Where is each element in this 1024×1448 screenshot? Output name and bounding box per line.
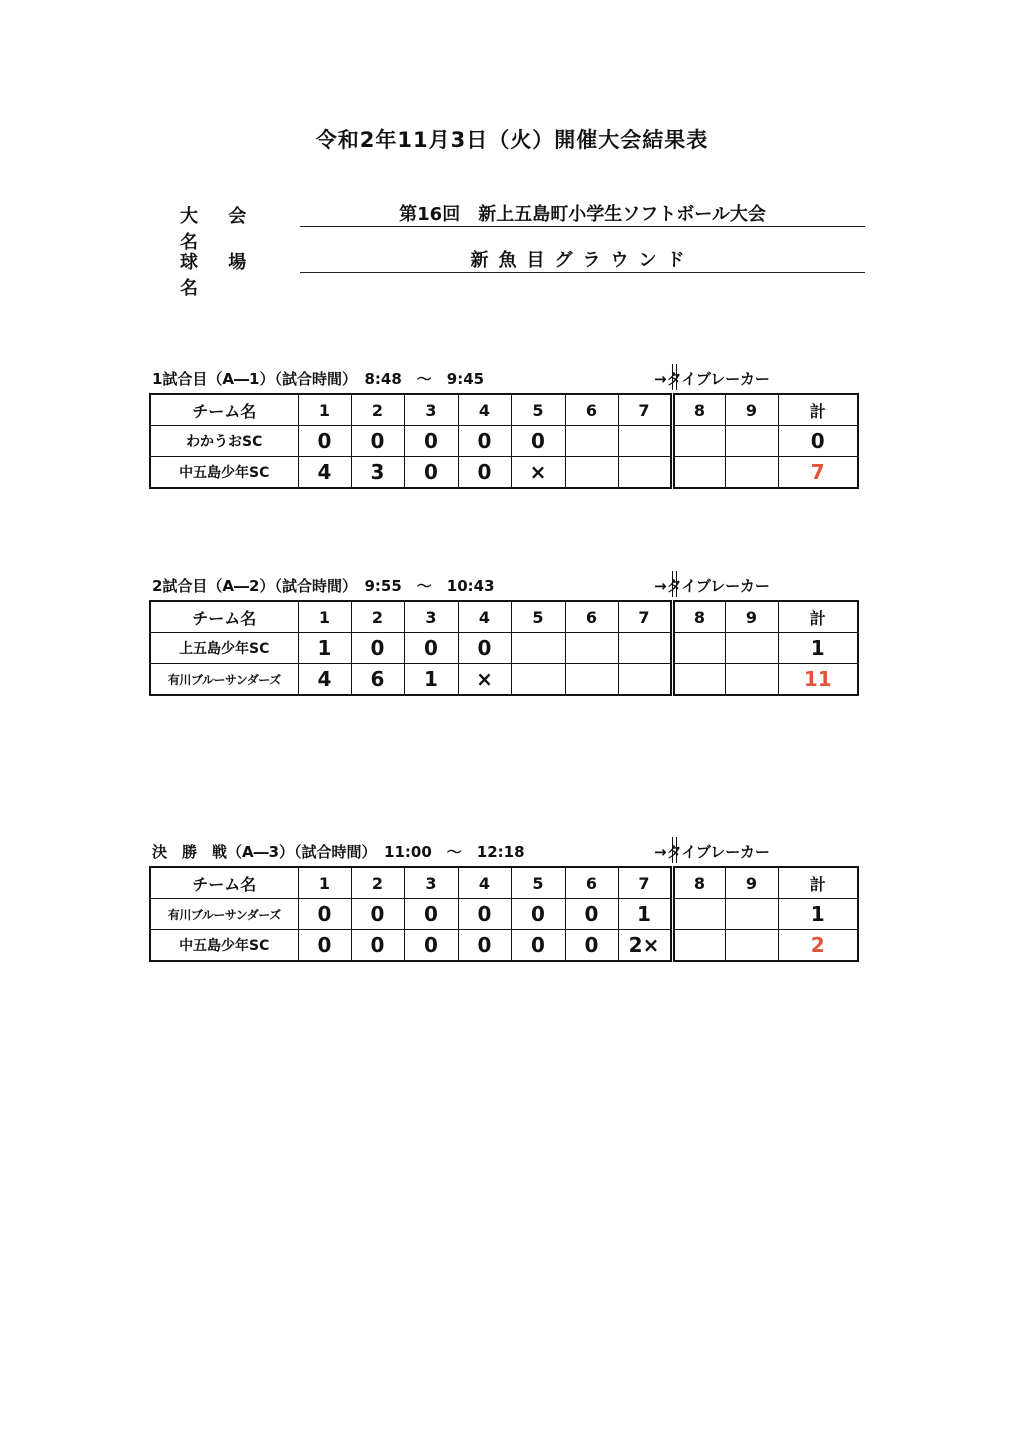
game-1-scoreboard — [149, 393, 859, 489]
inning-score: 0 — [404, 930, 458, 962]
inning-header: 6 — [565, 601, 618, 633]
inning-score: 0 — [511, 930, 565, 962]
scoreboard-header-row — [150, 601, 858, 633]
team-name: わかうおSC — [150, 426, 298, 457]
inning-score: 0 — [458, 457, 511, 489]
team-name: 有川ブルーサンダーズ — [150, 664, 298, 696]
inning-header: 9 — [725, 601, 778, 633]
inning-score: 0 — [565, 899, 618, 930]
inning-header: 3 — [404, 601, 458, 633]
inning-score: 2× — [618, 930, 672, 962]
inning-header: 4 — [458, 394, 511, 426]
team-score-row — [150, 426, 858, 457]
inning-score: 0 — [351, 899, 404, 930]
game-3-tiebreaker-label: →タイブレーカー — [654, 843, 770, 861]
inning-score: 1 — [404, 664, 458, 696]
inning-header: 8 — [672, 601, 725, 633]
inning-score: 1 — [618, 899, 672, 930]
inning-score: × — [511, 457, 565, 489]
team-total-score: 2 — [778, 930, 858, 962]
inning-score — [618, 633, 672, 664]
inning-header: 3 — [404, 394, 458, 426]
team-column-header: チーム名 — [150, 394, 298, 426]
inning-score: 3 — [351, 457, 404, 489]
inning-score — [725, 664, 778, 696]
inning-score — [618, 457, 672, 489]
inning-score: 0 — [458, 899, 511, 930]
inning-score: 0 — [351, 930, 404, 962]
inning-header: 1 — [298, 601, 351, 633]
inning-score: 0 — [458, 930, 511, 962]
game-1-tiebreaker-label: →タイブレーカー — [654, 370, 770, 388]
tiebreaker-divider-mark — [672, 571, 677, 597]
inning-score — [672, 899, 725, 930]
scoreboard-header-row — [150, 394, 858, 426]
tiebreaker-divider-mark — [672, 837, 677, 863]
team-column-header: チーム名 — [150, 601, 298, 633]
inning-header: 4 — [458, 601, 511, 633]
inning-header: 2 — [351, 394, 404, 426]
inning-score: 0 — [298, 930, 351, 962]
total-column-header: 計 — [778, 394, 858, 426]
game-3-title: 決 勝 戦（A―3）（試合時間） 11:00 ～ 12:18 — [152, 843, 525, 861]
team-total-score: 7 — [778, 457, 858, 489]
inning-header: 2 — [351, 601, 404, 633]
team-name: 上五島少年SC — [150, 633, 298, 664]
team-total-score: 0 — [778, 426, 858, 457]
team-score-row — [150, 664, 858, 696]
inning-header: 8 — [672, 394, 725, 426]
inning-score: 0 — [351, 633, 404, 664]
tiebreaker-divider-mark — [672, 364, 677, 390]
inning-score — [725, 930, 778, 962]
inning-score: 0 — [458, 633, 511, 664]
inning-score — [725, 457, 778, 489]
team-total-score: 1 — [778, 899, 858, 930]
inning-score: 0 — [511, 426, 565, 457]
inning-header: 2 — [351, 867, 404, 899]
inning-score — [672, 930, 725, 962]
inning-header: 7 — [618, 394, 672, 426]
inning-score — [672, 457, 725, 489]
inning-score: 0 — [351, 426, 404, 457]
tournament-label: 大 会 名 — [180, 206, 259, 253]
inning-score: × — [458, 664, 511, 696]
inning-header: 3 — [404, 867, 458, 899]
team-column-header: チーム名 — [150, 867, 298, 899]
inning-score — [725, 633, 778, 664]
inning-score: 1 — [298, 633, 351, 664]
page-title: 令和2年11月3日（火）開催大会結果表 — [315, 128, 709, 152]
inning-header: 5 — [511, 601, 565, 633]
inning-score — [672, 426, 725, 457]
inning-score — [511, 633, 565, 664]
inning-score — [565, 664, 618, 696]
team-score-row — [150, 457, 858, 489]
inning-header: 6 — [565, 867, 618, 899]
inning-header: 1 — [298, 394, 351, 426]
game-2-title: 2試合目（A―2）（試合時間） 9:55 ～ 10:43 — [152, 577, 495, 595]
inning-score — [672, 664, 725, 696]
game-2-tiebreaker-label: →タイブレーカー — [654, 577, 770, 595]
inning-header: 9 — [725, 394, 778, 426]
inning-score: 0 — [298, 426, 351, 457]
inning-header: 5 — [511, 867, 565, 899]
inning-score — [672, 633, 725, 664]
inning-header: 4 — [458, 867, 511, 899]
team-score-row — [150, 899, 858, 930]
inning-score — [725, 426, 778, 457]
inning-score — [725, 899, 778, 930]
inning-score: 0 — [404, 633, 458, 664]
inning-score: 6 — [351, 664, 404, 696]
inning-header: 6 — [565, 394, 618, 426]
inning-score: 4 — [298, 457, 351, 489]
tournament-name: 第16回 新上五島町小学生ソフトボール大会 — [300, 200, 865, 227]
team-total-score: 1 — [778, 633, 858, 664]
inning-header: 5 — [511, 394, 565, 426]
team-total-score: 11 — [778, 664, 858, 696]
inning-score: 0 — [404, 457, 458, 489]
inning-header: 7 — [618, 601, 672, 633]
scoreboard-header-row — [150, 867, 858, 899]
inning-score — [618, 426, 672, 457]
team-name: 中五島少年SC — [150, 457, 298, 489]
venue-label: 球 場 名 — [180, 252, 259, 299]
team-name: 有川ブルーサンダーズ — [150, 899, 298, 930]
team-name: 中五島少年SC — [150, 930, 298, 962]
inning-header: 9 — [725, 867, 778, 899]
inning-header: 1 — [298, 867, 351, 899]
game-1-title: 1試合目（A―1）（試合時間） 8:48 ～ 9:45 — [152, 370, 485, 388]
game-2-header — [152, 575, 792, 597]
inning-score — [565, 426, 618, 457]
inning-header: 7 — [618, 867, 672, 899]
inning-score: 0 — [298, 899, 351, 930]
inning-score: 0 — [511, 899, 565, 930]
team-score-row — [150, 633, 858, 664]
venue-name: 新魚目グラウンド — [300, 246, 865, 273]
inning-score — [565, 633, 618, 664]
team-score-row — [150, 930, 858, 962]
game-2-scoreboard — [149, 600, 859, 696]
inning-score: 0 — [404, 426, 458, 457]
inning-score: 4 — [298, 664, 351, 696]
inning-score: 0 — [565, 930, 618, 962]
inning-score: 0 — [458, 426, 511, 457]
total-column-header: 計 — [778, 601, 858, 633]
inning-score: 0 — [404, 899, 458, 930]
inning-score — [565, 457, 618, 489]
game-3-scoreboard — [149, 866, 859, 962]
game-1-header — [152, 368, 792, 390]
game-3-header — [152, 841, 792, 863]
inning-score — [618, 664, 672, 696]
inning-score — [511, 664, 565, 696]
tournament-row — [180, 200, 865, 253]
total-column-header: 計 — [778, 867, 858, 899]
venue-row — [180, 246, 865, 299]
inning-header: 8 — [672, 867, 725, 899]
